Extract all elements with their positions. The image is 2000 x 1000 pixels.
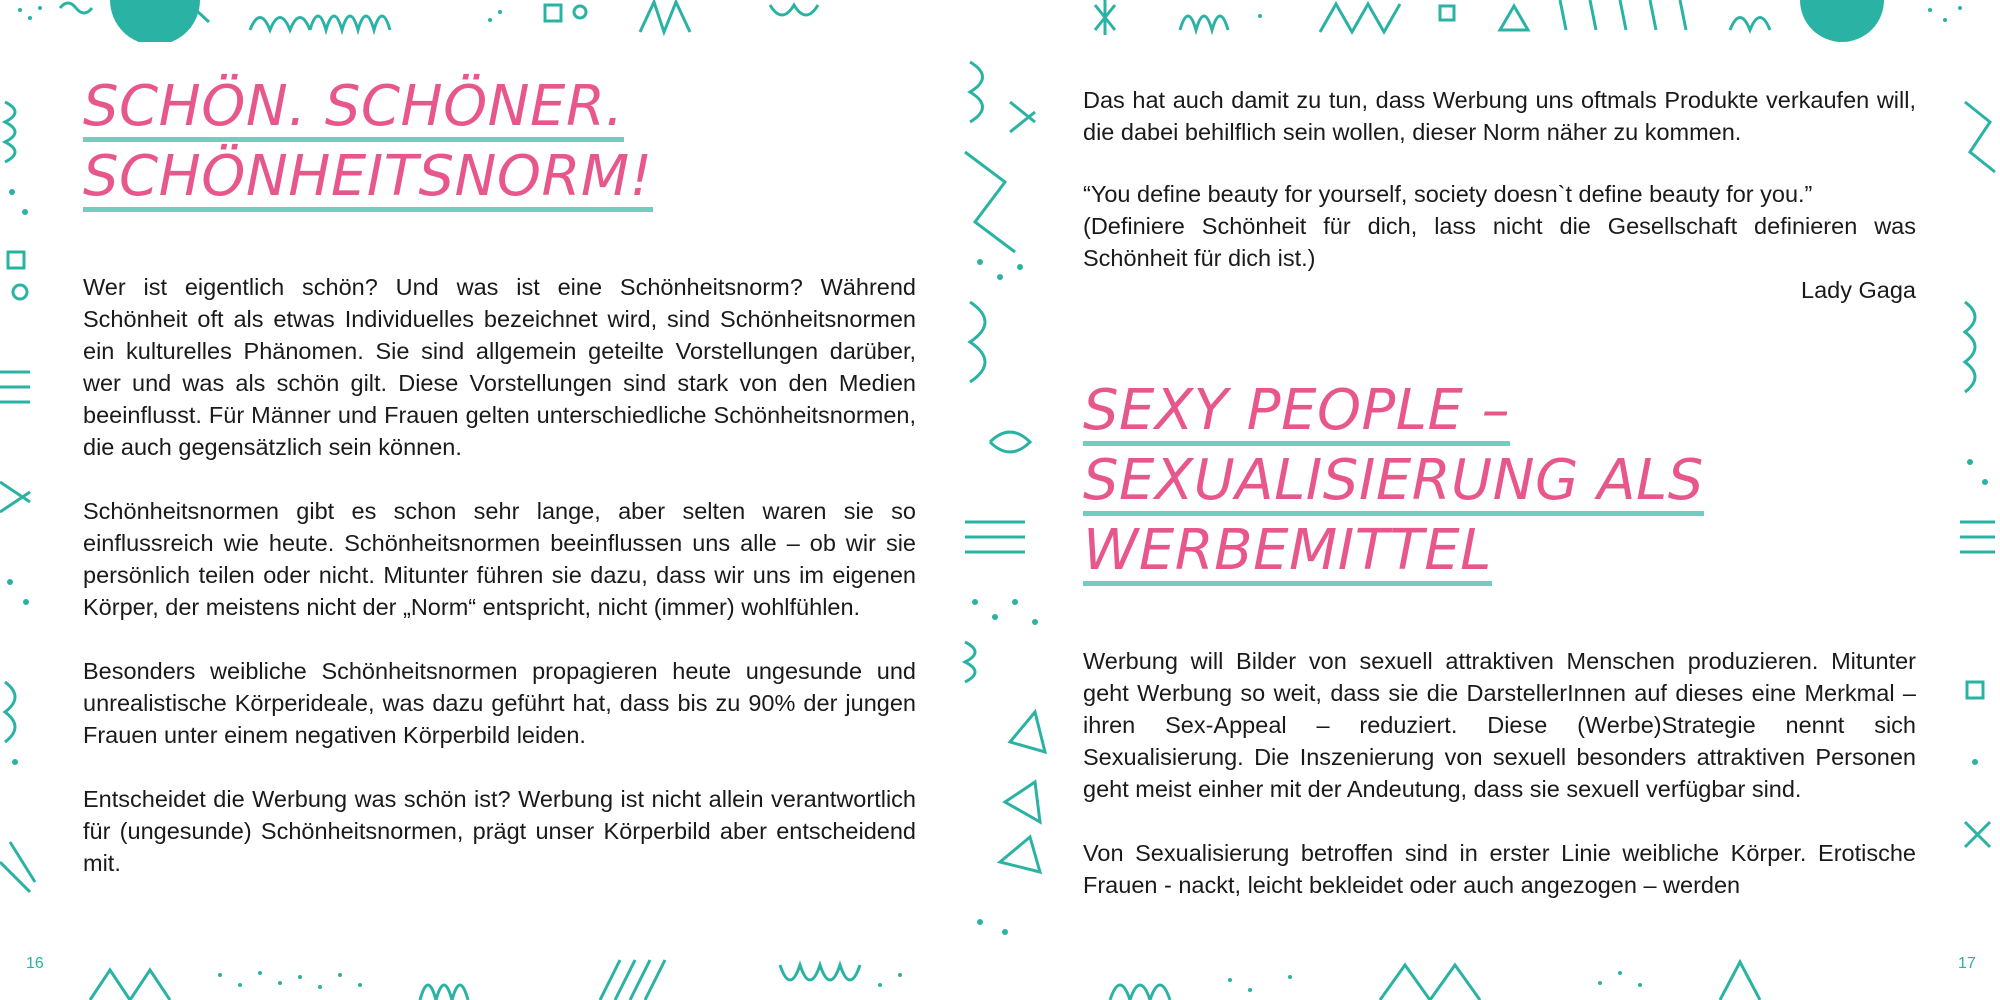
page-number: 16	[26, 955, 44, 972]
heading-line: SEXY PEOPLE –	[1083, 376, 1704, 446]
quote-text: “You define beauty for yourself, society doesn`t define beauty for you.”	[1083, 181, 1813, 207]
heading-line: SEXUALISIERUNG ALS	[1083, 446, 1704, 516]
quote-translation: (Definiere Schönheit für dich, lass nicht die Gesellschaft definieren was Schönheit für dich ist.)	[1083, 213, 1916, 271]
paragraph: Werbung will Bilder von sexuell attraktiven Menschen produzieren. Mitunter geht Werbung so weit, dass sie die DarstellerInnen auf dieses eine Merkmal – ihren Sex-Appeal – reduziert. Diese (Werbe)Strategie nennt sich Sexualisierung. Die Inszenierung von sexuell besonders attraktiven Personen geht meist einher mit der Andeutung, dass sie sexuell verfügbar sind.	[1083, 648, 1916, 802]
right-page-body	[1083, 645, 1916, 933]
page-number: 17	[1958, 955, 1976, 972]
paragraph: Das hat auch damit zu tun, dass Werbung uns oftmals Produkte verkaufen will, die dabei behilflich sein wollen, dieser Norm näher zu kommen.	[1083, 87, 1916, 145]
paragraph: Besonders weibliche Schönheitsnormen propagieren heute ungesunde und unrealistische Körperideale, was dazu geführt hat, dass bis zu 90% der jungen Frauen unter einem negativen Körperbild leiden.	[83, 658, 916, 748]
heading-line: SCHÖNHEITSNORM!	[83, 142, 653, 212]
paragraph: Schönheitsnormen gibt es schon sehr lange, aber selten waren sie so einflussreich wie heute. Schönheitsnormen beeinflussen uns alle – ob wir sie persönlich teilen oder nicht. Mitunter führen sie dazu, dass wir uns im eigenen Körper, der meistens nicht der „Norm“ entspricht, nicht (immer) wohlfühlen.	[83, 498, 916, 620]
right-page-heading	[1083, 376, 1704, 586]
left-page-body	[83, 271, 916, 911]
quote-author: Lady Gaga	[1801, 277, 1916, 303]
heading-line: SCHÖN. SCHÖNER.	[83, 72, 653, 142]
right-page-intro	[1083, 84, 1916, 180]
paragraph: Wer ist eigentlich schön? Und was ist eine Schönheitsnorm? Während Schönheit oft als etwas Individuelles bezeichnet wird, sind Schönheitsnormen ein kulturelles Phänomen. Sie sind allgemein geteilte Vorstellungen darüber, wer und was als schön gilt. Diese Vorstellungen sind stark von den Medien beeinflusst. Für Männer und Frauen gelten unterschiedliche Schönheitsnormen, die auch gegensätzlich sein können.	[83, 274, 916, 460]
paragraph: Entscheidet die Werbung was schön ist? Werbung ist nicht allein verantwortlich für (ungesunde) Schönheitsnormen, prägt unser Körperbild aber entscheidend mit.	[83, 786, 916, 876]
left-page-heading	[83, 72, 653, 212]
heading-line: WERBEMITTEL	[1083, 516, 1704, 586]
paragraph: Von Sexualisierung betroffen sind in erster Linie weibliche Körper. Erotische Frauen - nackt, leicht bekleidet oder auch angezogen – werden	[1083, 840, 1916, 898]
quote-block	[1083, 178, 1916, 306]
right-page	[1000, 0, 2000, 1000]
